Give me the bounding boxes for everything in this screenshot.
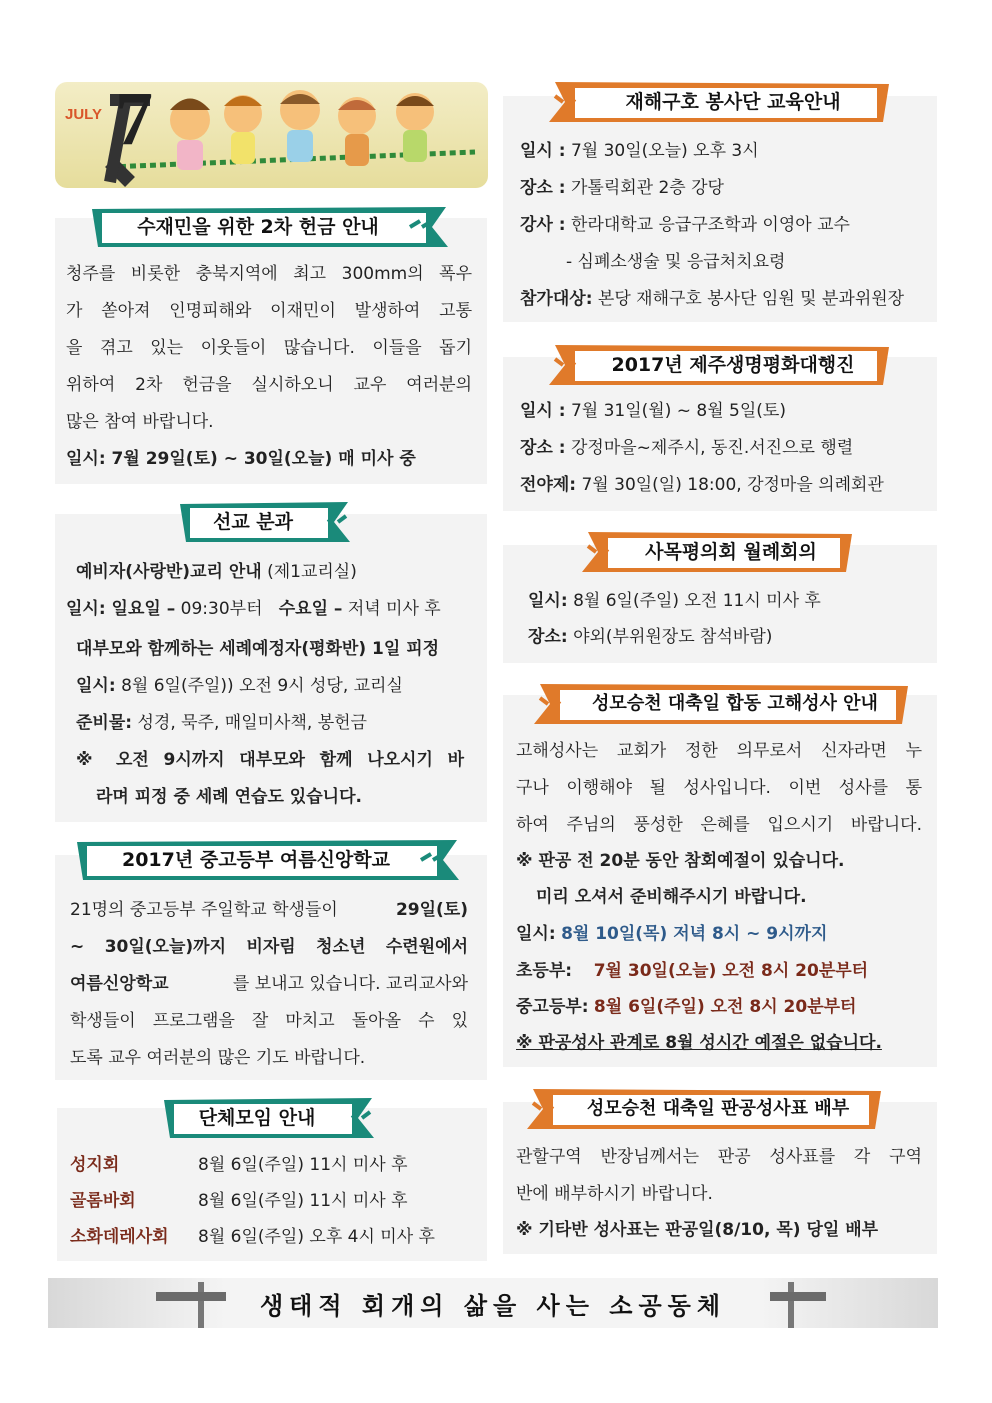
disaster-target-value: 본당 재해구호 봉사단 임원 및 분과위원장 [597, 289, 905, 309]
group-time: 8월 6일(주일) 오후 4시 미사 후 [198, 1227, 435, 1247]
donation-line-5: 많은 참여 바랍니다. [66, 412, 214, 432]
month-label: JULY [65, 106, 102, 123]
march-banner [545, 343, 891, 387]
table-banner [523, 1087, 883, 1131]
table-note: ※ 기타반 성사표는 판공일(8/10, 목) 당일 배부 [516, 1220, 879, 1240]
mission-title: 선교 분과 [212, 511, 294, 533]
confession-note-2: 미리 오셔서 준비해주시기 바랍니다. [536, 887, 807, 907]
catechumen-room: (제1교리실) [267, 562, 357, 582]
group-time: 8월 6일(주일) 11시 미사 후 [198, 1155, 408, 1175]
youth-line-4: 학생들이 프로그램을 잘 마치고 돌아올 수 있 [70, 1011, 468, 1031]
confession-date [516, 916, 827, 953]
youth-line-1 [70, 892, 468, 929]
confession-note-3: ※ 판공성사 관계로 8월 성시간 예절은 없습니다. [516, 1033, 882, 1053]
donation-line-4: 위하여 2차 헌금을 실시하오니 교우 여러분의 [66, 375, 472, 395]
disaster-topic: - 심폐소생술 및 응급처치요령 [566, 252, 786, 272]
groups-banner [162, 1096, 382, 1140]
youth-line-5: 도록 교우 여러분의 많은 기도 바랍니다. [70, 1048, 366, 1068]
confession-banner [530, 682, 910, 726]
march-date-label: 일시 : [520, 401, 566, 421]
retreat-prep-label: 준비물: [76, 713, 133, 733]
confession-middle [516, 989, 856, 1026]
youth-line-1b: 29일(토) [395, 900, 468, 920]
council-date-value: 8월 6일(주일) 오전 11시 미사 후 [573, 591, 821, 611]
youth-line-1a: 21명의 중고등부 주일학교 학생들이 [70, 900, 338, 920]
confession-line-3: 하여 주님의 풍성한 은혜를 입으시기 바랍니다. [516, 815, 922, 835]
donation-line-1: 청주를 비롯한 충북지역에 최고 300mm의 폭우 [66, 264, 472, 284]
donation-line-2: 가 쏟아져 인명피해와 이재민이 발생하여 고통 [66, 301, 472, 321]
disaster-title: 재해구호 봉사단 교육안내 [625, 91, 841, 113]
confession-elem-label: 초등부: [516, 961, 573, 981]
march-eve [520, 467, 884, 504]
retreat-heading: 대부모와 함께하는 세례예정자(평화반) 1일 피정 [76, 639, 440, 659]
retreat-note-2: 라며 피정 중 세례 연습도 있습니다. [96, 787, 362, 807]
retreat-date-value: 8월 6일(주일)) 오전 9시 성당, 교리실 [121, 676, 403, 696]
youth-line-3b: 를 보내고 있습니다. 교리교사와 [232, 974, 468, 994]
donation-banner [90, 205, 456, 249]
youth-title: 2017년 중고등부 여름신앙학교 [121, 849, 390, 871]
confession-line-2: 구나 이행해야 될 성사입니다. 이번 성사를 통 [516, 778, 922, 798]
retreat-date-label: 일시: [76, 676, 116, 696]
groups-title: 단체모임 안내 [198, 1107, 316, 1129]
disaster-date [520, 133, 759, 170]
group-time: 8월 6일(주일) 11시 미사 후 [198, 1191, 408, 1211]
march-place-label: 장소 : [520, 438, 566, 458]
group-name: 소화데레사회 [70, 1227, 169, 1247]
council-place-value: 야외(부위원장도 참석바람) [573, 627, 773, 647]
disaster-target [520, 281, 904, 318]
retreat-note-1: ※ 오전 9시까지 대부모와 함께 나오시기 바 [76, 750, 464, 770]
confession-title: 성모승천 대축일 합동 고해성사 안내 [592, 693, 878, 714]
mission-banner [178, 500, 358, 544]
table-line-2: 반에 배부하시기 바랍니다. [516, 1184, 713, 1204]
council-title: 사목평의회 월례회의 [645, 541, 817, 563]
catechumen-heading [76, 554, 357, 591]
disaster-place-value: 가톨릭회관 2층 강당 [570, 178, 724, 198]
disaster-banner [545, 80, 891, 124]
disaster-place [520, 170, 724, 207]
disaster-date-value: 7월 30일(오늘) 오후 3시 [570, 141, 759, 161]
retreat-prep [76, 705, 367, 742]
donation-line-3: 을 겪고 있는 이웃들이 많습니다. 이들을 돕기 [66, 338, 472, 358]
disaster-lecturer-value: 한라대학교 응급구조학과 이영아 교수 [570, 215, 850, 235]
council-date [528, 583, 821, 620]
council-banner [578, 530, 854, 574]
header-image [55, 82, 488, 188]
youth-line-2: ~ 30일(오늘)까지 비자림 청소년 수련원에서 [70, 937, 468, 957]
table-line-1: 관할구역 반장님께서는 판공 성사표를 각 구역 [516, 1147, 922, 1167]
youth-line-3 [70, 966, 468, 1003]
confession-mid-label: 중고등부: [516, 997, 589, 1017]
confession-elem-value: 7월 30일(오늘) 오전 8시 20분부터 [593, 961, 869, 981]
footer-slogan: 생태적 회개의 삶을 사는 소공동체 [260, 1291, 726, 1320]
march-date-value: 7월 31일(월) ~ 8월 5일(토) [570, 401, 786, 421]
confession-mid-value: 8월 6일(주일) 오전 8시 20분부터 [593, 997, 857, 1017]
council-place [528, 619, 772, 656]
table-title: 성모승천 대축일 판공성사표 배부 [586, 1098, 850, 1119]
council-date-label: 일시: [528, 591, 568, 611]
donation-date: 일시: 7월 29일(토) ~ 30일(오늘) 매 미사 중 [66, 449, 416, 469]
footer-bar [48, 1278, 938, 1328]
disaster-lecturer [520, 207, 850, 244]
retreat-date [76, 668, 403, 705]
retreat-prep-value: 성경, 묵주, 매일미사책, 봉헌금 [137, 713, 367, 733]
confession-date-label: 일시: [516, 924, 556, 944]
council-place-label: 장소: [528, 627, 568, 647]
youth-line-3a: 여름신앙학교 [70, 974, 169, 994]
schedule-label: 일시: 일요일 – [66, 599, 176, 619]
catechumen-title: 예비자(사랑반)교리 안내 [76, 562, 262, 582]
march-place-value: 강정마을~제주시, 동진.서진으로 행렬 [570, 438, 854, 458]
march-date [520, 393, 786, 430]
disaster-place-label: 장소 : [520, 178, 566, 198]
youth-banner [75, 838, 467, 882]
schedule-wed: 저녁 미사 후 [347, 599, 441, 619]
confession-elementary [516, 953, 868, 990]
month-number: 7 [115, 82, 153, 161]
disaster-date-label: 일시 : [520, 141, 566, 161]
group-name: 골롬바회 [70, 1191, 136, 1211]
march-title: 2017년 제주생명평화대행진 [611, 354, 855, 376]
disaster-target-label: 참가대상: [520, 289, 593, 309]
confession-line-1: 고해성사는 교회가 정한 의무로서 신자라면 누 [516, 741, 922, 761]
schedule-sun: 09:30부터 [180, 599, 263, 619]
march-eve-value: 7월 30일(일) 18:00, 강정마을 의례회관 [581, 475, 884, 495]
march-eve-label: 전야제: [520, 475, 577, 495]
confession-date-value: 8월 10일(목) 저녁 8시 ~ 9시까지 [561, 924, 828, 944]
schedule-wed-label: 수요일 – [278, 599, 343, 619]
donation-title: 수재민을 위한 2차 헌금 안내 [137, 216, 379, 238]
catechumen-schedule [66, 591, 441, 628]
confession-note-1: ※ 판공 전 20분 동안 참회예절이 있습니다. [516, 851, 845, 871]
disaster-lecturer-label: 강사 : [520, 215, 566, 235]
march-place [520, 430, 853, 467]
group-name: 성지회 [70, 1155, 120, 1175]
